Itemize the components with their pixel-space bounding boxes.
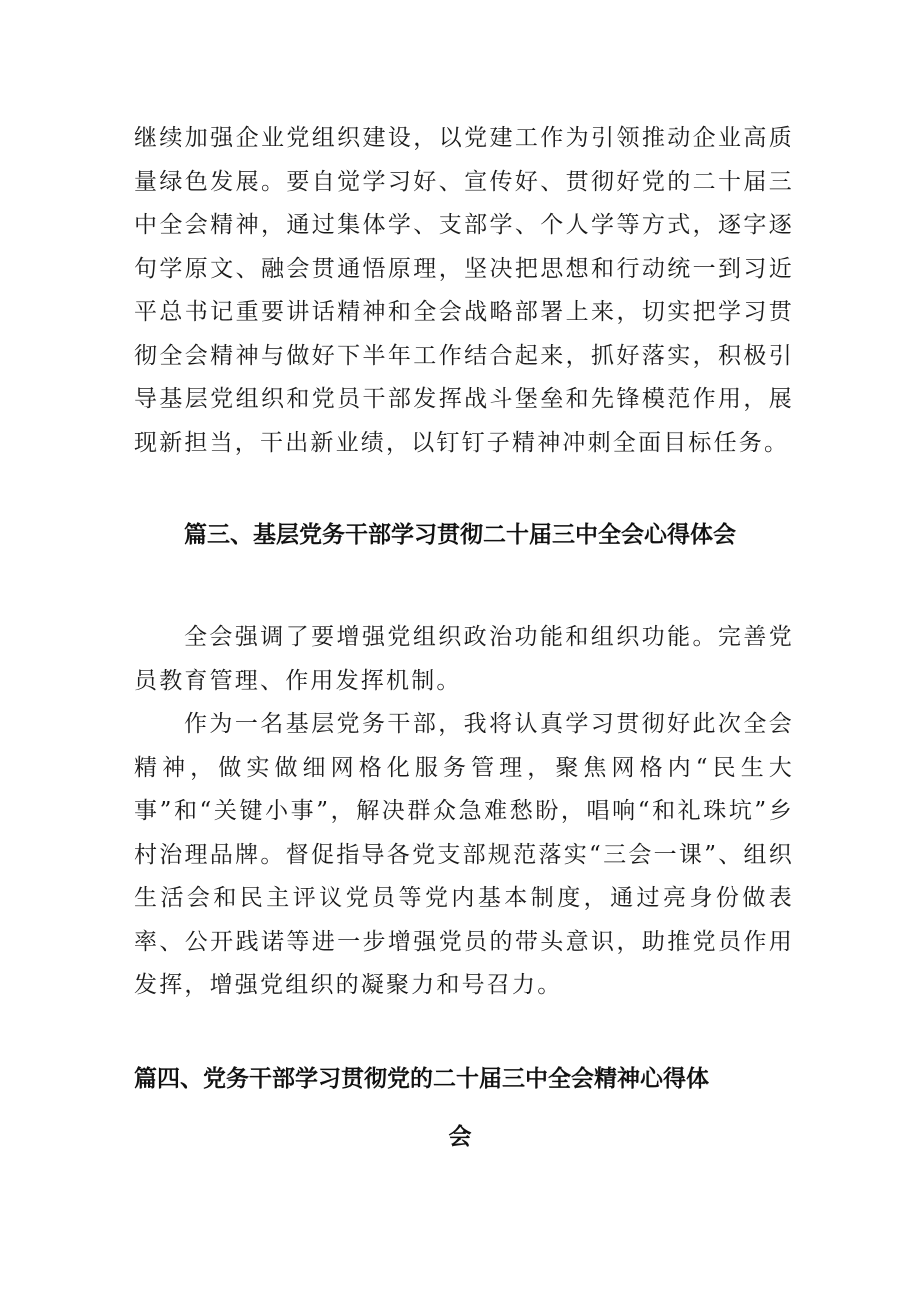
- body-paragraph: 作为一名基层党务干部，我将认真学习贯彻好此次全会精神，做实做细网格化服务管理，聚焦网格内“民生大事”和“关键小事”，解决群众急难愁盼，唱响“和礼珠坑”乡村治理品牌。督促指导各党支部规范落实“三会一课”、组织生活会和民主评议党员等党内基本制度，通过亮身份做表率、公开践诺等进一步增强党员的带头意识，助推党员作用发挥，增强党组织的凝聚力和号召力。: [134, 711, 794, 998]
- body-paragraph: 全会强调了要增强党组织政治功能和组织功能。完善党员教育管理、作用发挥机制。: [134, 624, 794, 694]
- section-3-title: 篇三、基层党务干部学习贯彻二十届三中全会心得体会: [184, 522, 736, 548]
- body-paragraph: 继续加强企业党组织建设，以党建工作为引领推动企业高质量绿色发展。要自觉学习好、宣传好、贯彻好党的二十届三中全会精神，通过集体学、支部学、个人学等方式，逐字逐句学原文、融会贯通悟原理，坚决把思想和行动统一到习近平总书记重要讲话精神和全会战略部署上来，切实把学习贯彻全会精神与做好下半年工作结合起来，抓好落实，积极引导基层党组织和党员干部发挥战斗堡垒和先锋模范作用，展现新担当，干出新业绩，以钉钉子精神冲刺全面目标任务。: [134, 125, 794, 456]
- section-4-title-continued: 会: [448, 1124, 472, 1150]
- section-4-title: 篇四、党务干部学习贯彻党的二十届三中全会精神心得体: [134, 1066, 709, 1092]
